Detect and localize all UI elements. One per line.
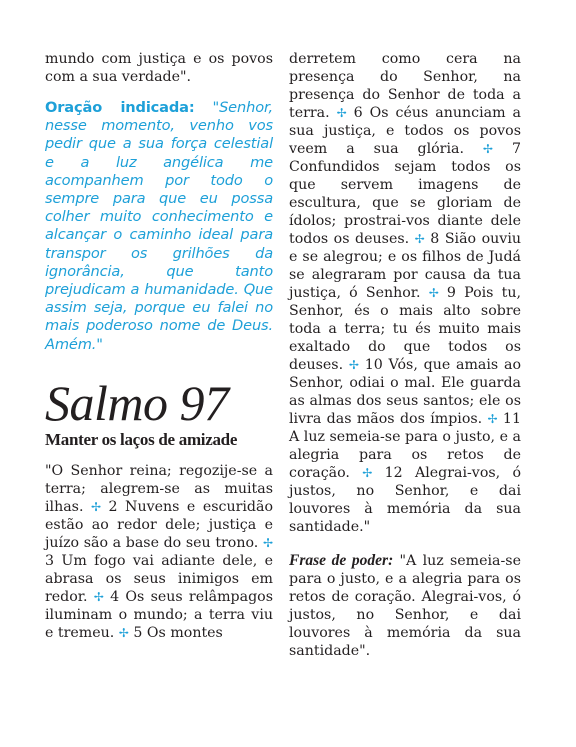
intro-text [45,50,273,86]
prayer-text: "Senhor, nesse momento, venho vos pedir que a sua força celestial e a luz angélica me acompanhem por todo o sempre para que eu possa colher muito conhecimento e alcançar o caminho ideal para transpor os grilhões da ignorância, que tanto prejudicam a humanidade. Que assim seja, porque eu falei no mais poderoso nome de Deus. Amém." [45,99,273,353]
verse-5: 5 Os montes [128,624,223,641]
verse-8: 8 Sião ouviu e se alegrou; e os filhos de Judá se alegraram por causa da tua justiça, ó Senhor. [289,231,521,301]
indicated-prayer [45,99,273,354]
verse-9: 9 Pois tu, Senhor, és o mais alto sobre toda a terra; tu és muito mais exaltado do que todos os deuses. [289,285,521,373]
verse-separator-icon: ✢ [414,232,425,246]
right-column [289,50,521,660]
verse-separator-icon: ✢ [487,412,498,426]
verse-4: 4 Os seus relâmpagos iluminam o mundo; a terra viu e tremeu. [45,588,273,641]
verse-12: 12 Alegrai-vos, ó justos, no Senhor, e dai louvores à memória da sua santidade." [289,465,521,535]
verse-6: 6 Os céus anunciam a sua justiça, e todos os povos veem a sua glória. [289,105,521,157]
verse-10: 10 Vós, que amais ao Senhor, odiai o mal. Ele guarda as almas dos seus santos; ele os livra das mãos dos ímpios. [289,357,521,427]
verse-7: 7 Confundidos sejam todos os que servem imagens de escultura, que se gloriam de ídolos; prostrai-vos diante dele todos os deuses. [289,141,521,247]
verse-3: 3 Um fogo vai adiante dele, e abrasa os seus inimigos em redor. [45,552,273,605]
verse-separator-icon: ✢ [93,589,104,604]
psalm-title: Salmo 97 [45,374,229,431]
verse-separator-icon: ✢ [428,286,439,300]
verse-5-continued: derretem como cera na presença do Senhor, na presença do Senhor de toda a terra. [289,51,521,121]
prayer-label: Oração indicada: [45,99,195,116]
verse-separator-icon: ✢ [262,535,273,550]
verse-separator-icon: ✢ [90,499,102,514]
verse-2: 2 Nuvens e escuridão estão ao redor dele; justiça e juízo são a base do seu trono. [45,498,273,551]
psalm-subtitle: Manter os laços de amizade [45,429,238,449]
verse-1: "O Senhor reina; regozije-se a terra; alegrem-se as muitas ilhas. [45,462,273,515]
verse-11: 11 A luz semeia-se para o justo, e a alegria para os retos de coração. [289,411,521,481]
verse-separator-icon: ✢ [362,466,373,480]
intro-paragraph: mundo com justiça e os povos com a sua verdade". [45,51,273,85]
verse-separator-icon: ✢ [482,142,493,156]
power-label: Frase de poder: [289,552,394,569]
psalm-text-left [45,462,273,642]
left-column [45,50,273,642]
verse-separator-icon: ✢ [348,358,359,372]
psalm-text-right [289,50,521,536]
power-text: "A luz semeia-se para o justo, e a alegria para os retos de coração. Alegrai-vos, ó justos, no Senhor, e dai louvores à memória da sua santidade". [289,553,521,659]
verse-separator-icon: ✢ [336,106,347,120]
power-phrase [289,552,521,660]
verse-separator-icon: ✢ [118,625,129,640]
